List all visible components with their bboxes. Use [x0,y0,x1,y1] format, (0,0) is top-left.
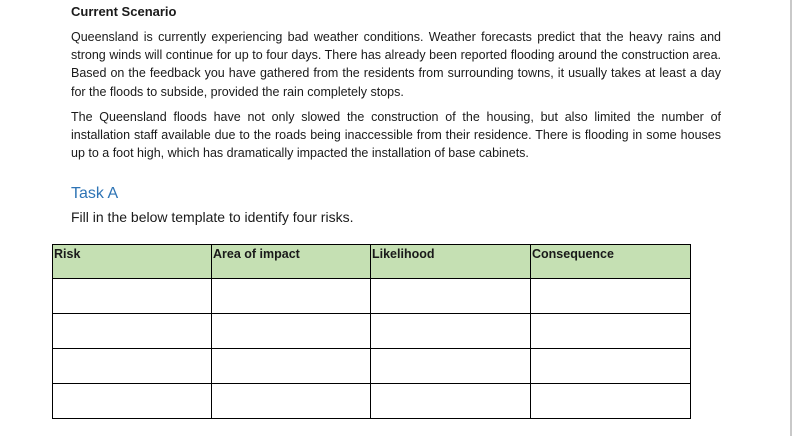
table-cell[interactable] [212,384,371,419]
table-cell[interactable] [531,349,691,384]
table-row [53,314,691,349]
task-instruction: Fill in the below template to identify four risks. [71,209,354,225]
table-cell[interactable] [212,314,371,349]
task-title: Task A [71,185,119,202]
scenario-paragraph-2: The Queensland floods have not only slowed the construction of the housing, but also limited the number of installation staff available due to the roads being inaccessible from their residence. There is flooding in some houses up to a foot high, which has dramatically impacted the installation of base cabinets. [71,110,721,161]
table-cell[interactable] [53,314,212,349]
table-cell[interactable] [371,314,531,349]
table-cell[interactable] [371,349,531,384]
table-row [53,349,691,384]
section-heading: Current Scenario [71,4,177,19]
table-cell[interactable] [371,279,531,314]
header-likelihood: Likelihood [371,245,531,279]
table-header-row [53,245,691,279]
table-cell[interactable] [531,314,691,349]
table-cell[interactable] [212,349,371,384]
table-cell[interactable] [53,384,212,419]
table-row [53,384,691,419]
table-cell[interactable] [531,279,691,314]
table-cell[interactable] [53,279,212,314]
header-risk: Risk [53,245,212,279]
table-cell[interactable] [53,349,212,384]
table-cell[interactable] [212,279,371,314]
table-cell[interactable] [371,384,531,419]
table-cell[interactable] [531,384,691,419]
header-area-of-impact: Area of impact [212,245,371,279]
header-consequence: Consequence [531,245,691,279]
risk-template-table [52,244,691,419]
table-row [53,279,691,314]
scenario-paragraph-1: Queensland is currently experiencing bad weather conditions. Weather forecasts predict that the heavy rains and strong winds will continue for up to four days. There has already been reported flooding around the construction area. Based on the feedback you have gathered from the residents from surrounding towns, it usually takes at least a day for the floods to subside, provided the rain completely stops. [71,30,721,99]
